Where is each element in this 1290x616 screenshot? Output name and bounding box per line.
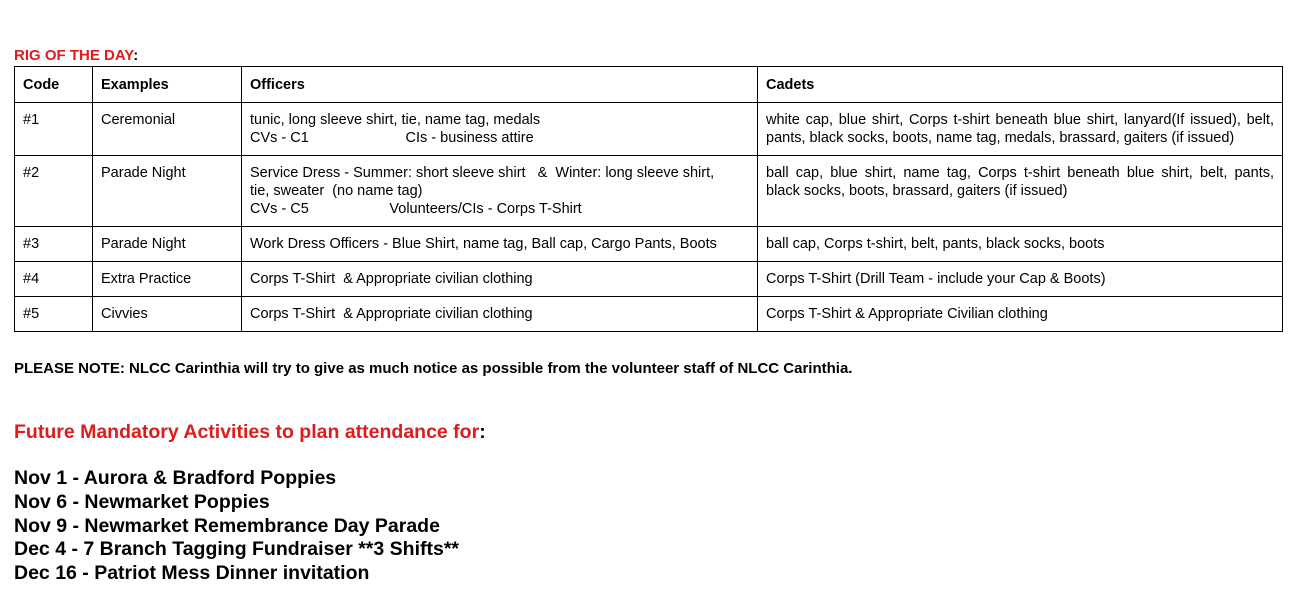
table-row [15, 227, 1283, 262]
list-item: Nov 1 - Aurora & Bradford Poppies [14, 467, 337, 489]
row-officers [242, 297, 758, 332]
row-example: Parade Night [93, 156, 242, 227]
row-cadets: ball cap, blue shirt, name tag, Corps t-shirt beneath blue shirt, belt, pants, black socks, boots, brassard, gaiters (if issued) [758, 156, 1283, 227]
row-cadets: Corps T-Shirt (Drill Team - include your Cap & Boots) [758, 262, 1283, 297]
officers-line: tunic, long sleeve shirt, tie, name tag, medals [250, 112, 541, 128]
list-item: Nov 9 - Newmarket Remembrance Day Parade [14, 514, 440, 537]
row-example: Parade Night [93, 227, 242, 262]
officers-line: Service Dress - Summer: short sleeve shirt & Winter: long sleeve shirt, [250, 165, 715, 181]
officers-line: Corps T-Shirt & Appropriate civilian clothing [250, 306, 533, 322]
header-cadets: Cadets [758, 67, 1283, 103]
table-row [15, 156, 1283, 227]
list-item: Dec 4 - 7 Branch Tagging Fundraiser **3 Shifts** [14, 538, 459, 561]
officers-line: CVs - C5 Volunteers/CIs - Corps T-Shirt [250, 201, 582, 217]
row-cadets: white cap, blue shirt, Corps t-shirt beneath blue shirt, lanyard(If issued), belt, pants, black socks, boots, name tag, medals, brassard, gaiters (if issued) [758, 103, 1283, 156]
row-officers [242, 227, 758, 262]
table-row [15, 262, 1283, 297]
row-code: #1 [15, 103, 93, 156]
row-code: #3 [15, 227, 93, 262]
row-officers [242, 156, 758, 227]
row-example: Ceremonial [93, 103, 242, 156]
row-officers [242, 262, 758, 297]
officers-line: Work Dress Officers - Blue Shirt, name tag, Ball cap, Cargo Pants, Boots [250, 236, 717, 252]
table-row [15, 297, 1283, 332]
row-code: #5 [15, 297, 93, 332]
rig-table [14, 66, 1283, 332]
rig-of-the-day-colon: : [133, 47, 139, 64]
header-examples: Examples [93, 67, 242, 103]
row-cadets: Corps T-Shirt & Appropriate Civilian clothing [758, 297, 1283, 332]
row-example: Civvies [93, 297, 242, 332]
table-header-row [15, 67, 1283, 103]
header-code: Code [15, 67, 93, 103]
officers-line: Corps T-Shirt & Appropriate civilian clothing [250, 271, 533, 287]
row-code: #4 [15, 262, 93, 297]
rig-of-the-day-heading [14, 47, 138, 65]
row-cadets: ball cap, Corps t-shirt, belt, pants, black socks, boots [758, 227, 1283, 262]
rig-of-the-day-label: RIG OF THE DAY [14, 47, 134, 64]
row-example: Extra Practice [93, 262, 242, 297]
activities-list [14, 467, 459, 586]
list-item: Nov 6 - Newmarket Poppies [14, 490, 270, 513]
officers-line: CVs - C1 CIs - business attire [250, 130, 534, 146]
header-officers: Officers [242, 67, 758, 103]
future-activities-heading [14, 421, 486, 443]
table-row [15, 103, 1283, 156]
list-item: Dec 16 - Patriot Mess Dinner invitation [14, 562, 370, 585]
row-code: #2 [15, 156, 93, 227]
future-activities-label: Future Mandatory Activities to plan attendance for [14, 421, 480, 443]
row-officers [242, 103, 758, 156]
future-activities-colon: : [479, 421, 486, 443]
officers-line: tie, sweater (no name tag) [250, 183, 423, 199]
please-note: PLEASE NOTE: NLCC Carinthia will try to give as much notice as possible from the volunteer staff of NLCC Carinthia. [14, 360, 853, 377]
